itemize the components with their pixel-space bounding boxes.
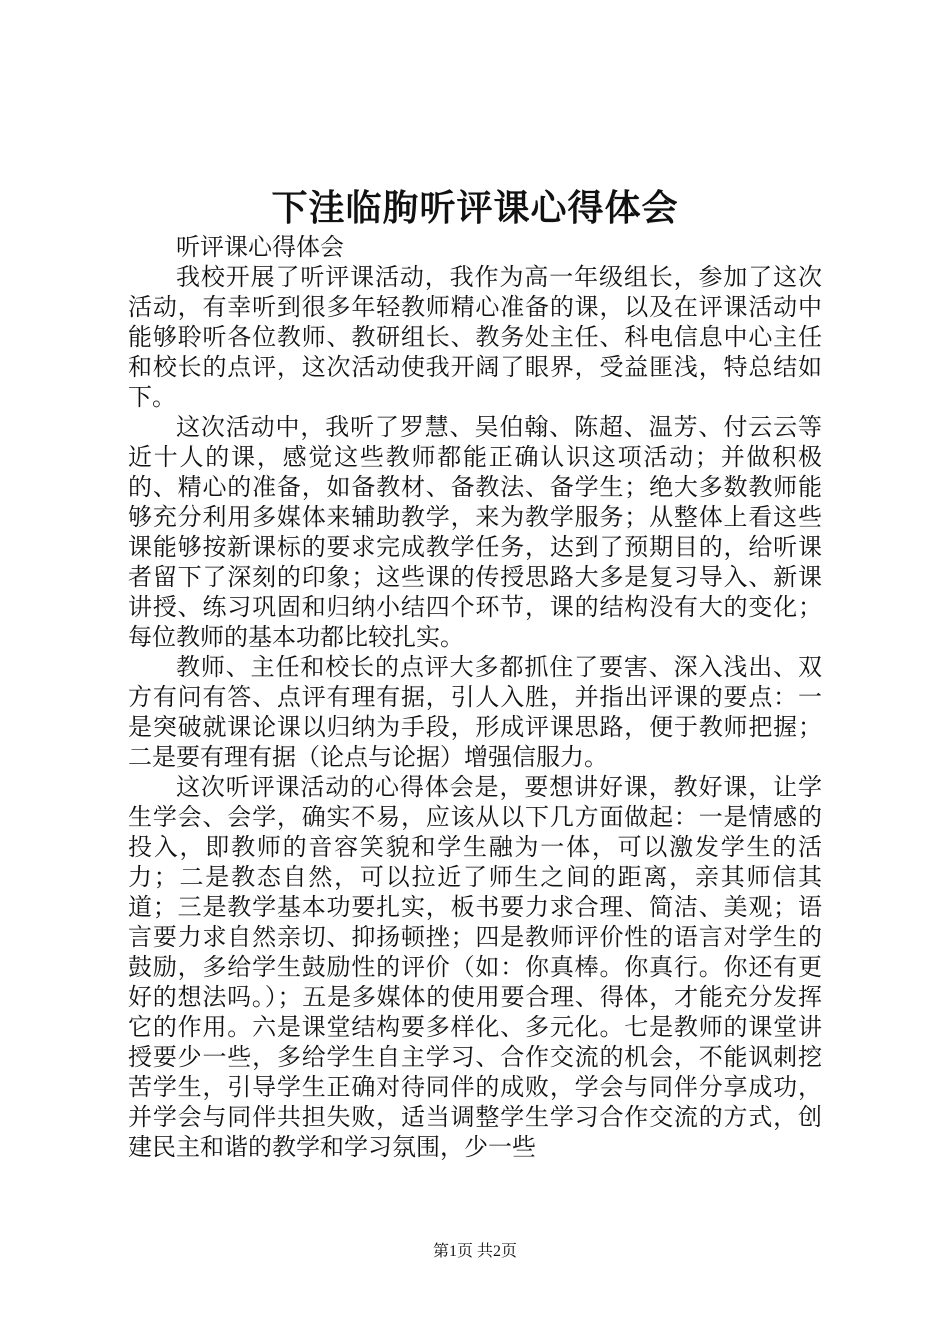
page-number-footer: 第1页 共2页: [432, 1243, 517, 1260]
paragraph-2: 这次活动中，我听了罗慧、吴伯翰、陈超、温芳、付云云等近十人的课，感觉这些教师都能正确认识这项活动；并做积极的、精心的准备，如备教材、备教法、备学生；绝大多数教师能够充分利用多媒体来辅助教学，来为教学服务；从整体上看这些课能够按新课标的要求完成教学任务，达到了预期目的，给听课者留下了深刻的印象；这些课的传授思路大多是复习导入、新课讲授、练习巩固和归纳小结四个环节，课的结构没有大的变化；每位教师的基本功都比较扎实。: [128, 413, 822, 651]
document-body: [128, 232, 822, 1162]
paragraph-1: 我校开展了听评课活动，我作为高一年级组长，参加了这次活动，有幸听到很多年轻教师精心准备的课，以及在评课活动中能够聆听各位教师、教研组长、教务处主任、科电信息中心主任和校长的点评，这次活动使我开阔了眼界，受益匪浅，特总结如下。: [128, 263, 822, 411]
paragraph-3: 教师、主任和校长的点评大多都抓住了要害、深入浅出、双方有问有答、点评有理有据，引人入胜，并指出评课的要点：一是突破就课论课以归纳为手段，形成评课思路，便于教师把握；二是要有理有据（论点与论据）增强信服力。: [128, 653, 822, 771]
paragraph-4: 这次听评课活动的心得体会是，要想讲好课，教好课，让学生学会、会学，确实不易，应该从以下几方面做起：一是情感的投入，即教师的音容笑貌和学生融为一体，可以激发学生的活力；二是教态自然，可以拉近了师生之间的距离，亲其师信其道；三是教学基本功要扎实，板书要力求合理、简洁、美观；语言要力求自然亲切、抑扬顿挫；四是教师评价性的语言对学生的鼓励，多给学生鼓励性的评价（如：你真棒。你真行。你还有更好的想法吗。）；五是多媒体的使用要合理、得体，才能充分发挥它的作用。六是课堂结构要多样化、多元化。七是教师的课堂讲授要少一些，多给学生自主学习、合作交流的机会，不能讽刺挖苦学生，引导学生正确对待同伴的成败，学会与同伴分享成功，并学会与同伴共担失败，适当调整学生学习合作交流的方式，创建民主和谐的教学和学习氛围，少一些: [128, 773, 822, 1161]
document-subheading: 听评课心得体会: [176, 233, 344, 261]
document-title: 下洼临朐听评课心得体会: [271, 187, 679, 229]
